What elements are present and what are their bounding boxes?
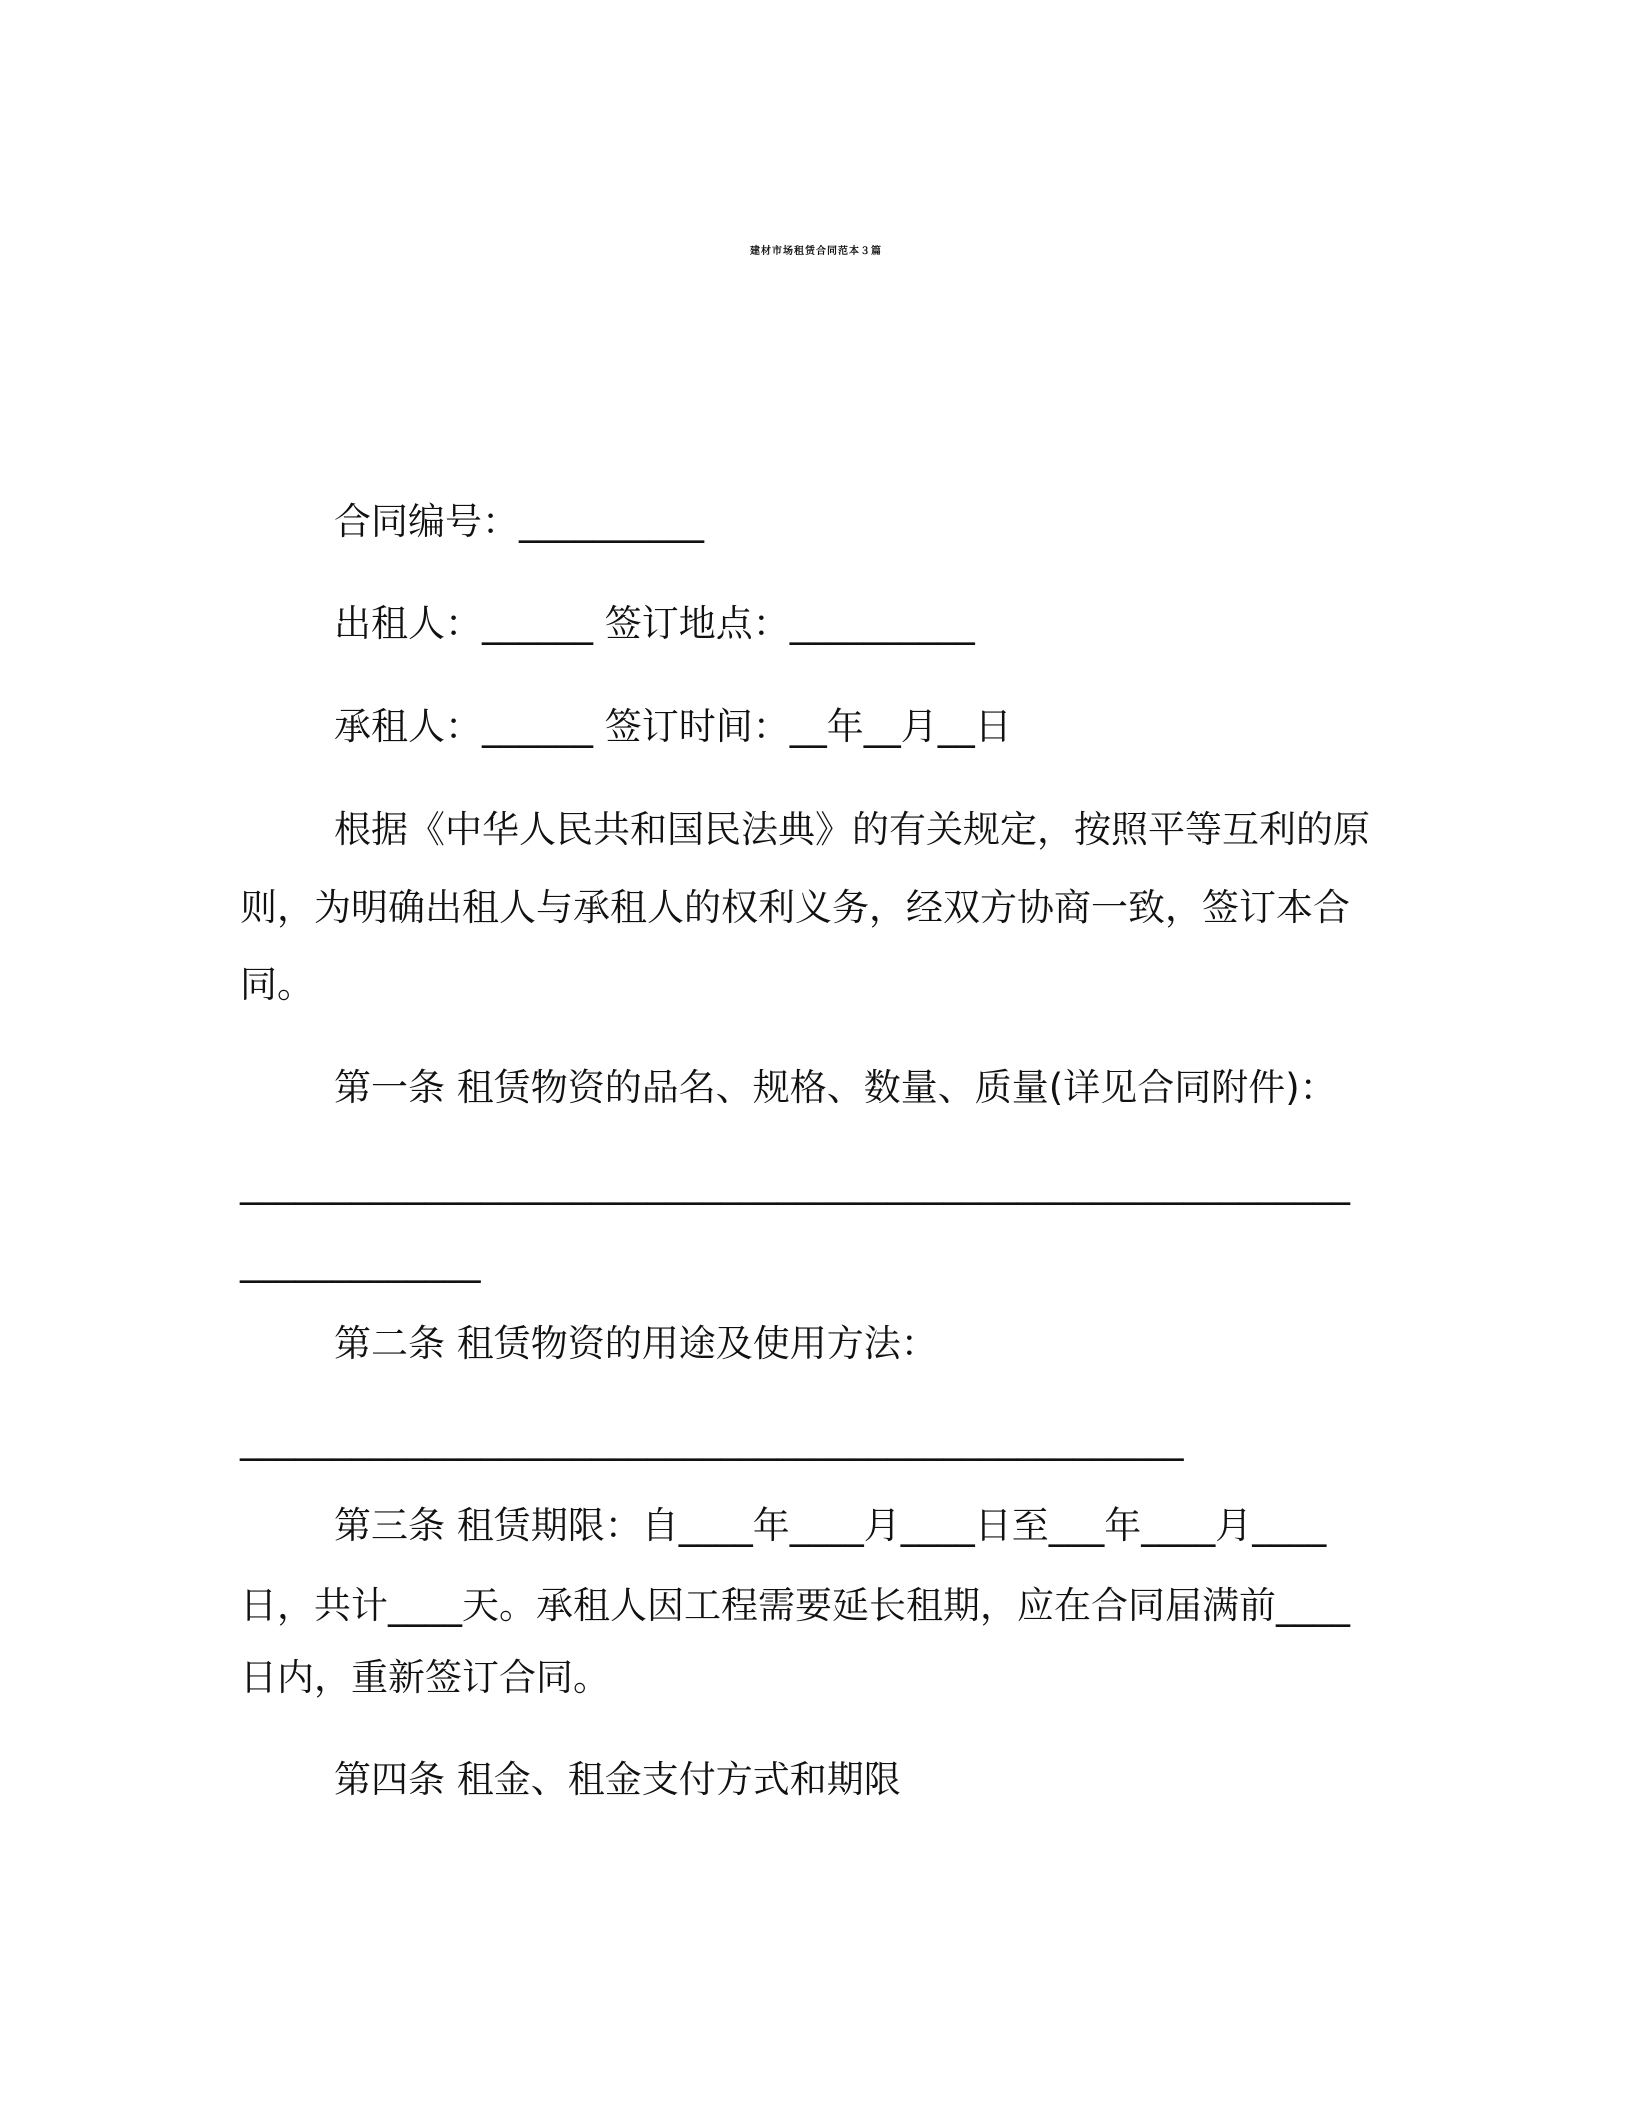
article-3-line-1: 第三条 租赁期限：自____年____月____日至___年____月____	[334, 1504, 1327, 1547]
article-3-line-3: 日内，重新签订合同。	[240, 1656, 610, 1699]
article-1-blank-2: _____________	[240, 1240, 481, 1283]
lessor-line: 出租人：______ 签订地点：__________	[334, 602, 975, 645]
article-1-blank-1: ____________________________________________________________	[240, 1162, 1350, 1205]
preamble-line-1: 根据《中华人民共和国民法典》的有关规定，按照平等互利的原	[334, 808, 1370, 851]
article-4-heading: 第四条 租金、租金支付方式和期限	[334, 1758, 901, 1801]
article-2-blank: ___________________________________________________	[240, 1418, 1184, 1461]
document-title: 建材市场租赁合同范本３篇	[750, 246, 882, 257]
article-3-line-2: 日，共计____天。承租人因工程需要延长租期，应在合同届满前____	[240, 1584, 1350, 1627]
preamble-line-2: 则，为明确出租人与承租人的权利义务，经双方协商一致，签订本合	[240, 886, 1350, 929]
lessee-line: 承租人：______ 签订时间：__年__月__日	[334, 705, 1012, 748]
preamble-line-3: 同。	[240, 963, 314, 1006]
article-1-heading: 第一条 租赁物资的品名、规格、数量、质量(详见合同附件)：	[334, 1066, 1337, 1109]
article-2-heading: 第二条 租赁物资的用途及使用方法：	[334, 1322, 938, 1365]
contract-number-line: 合同编号：__________	[334, 500, 704, 543]
